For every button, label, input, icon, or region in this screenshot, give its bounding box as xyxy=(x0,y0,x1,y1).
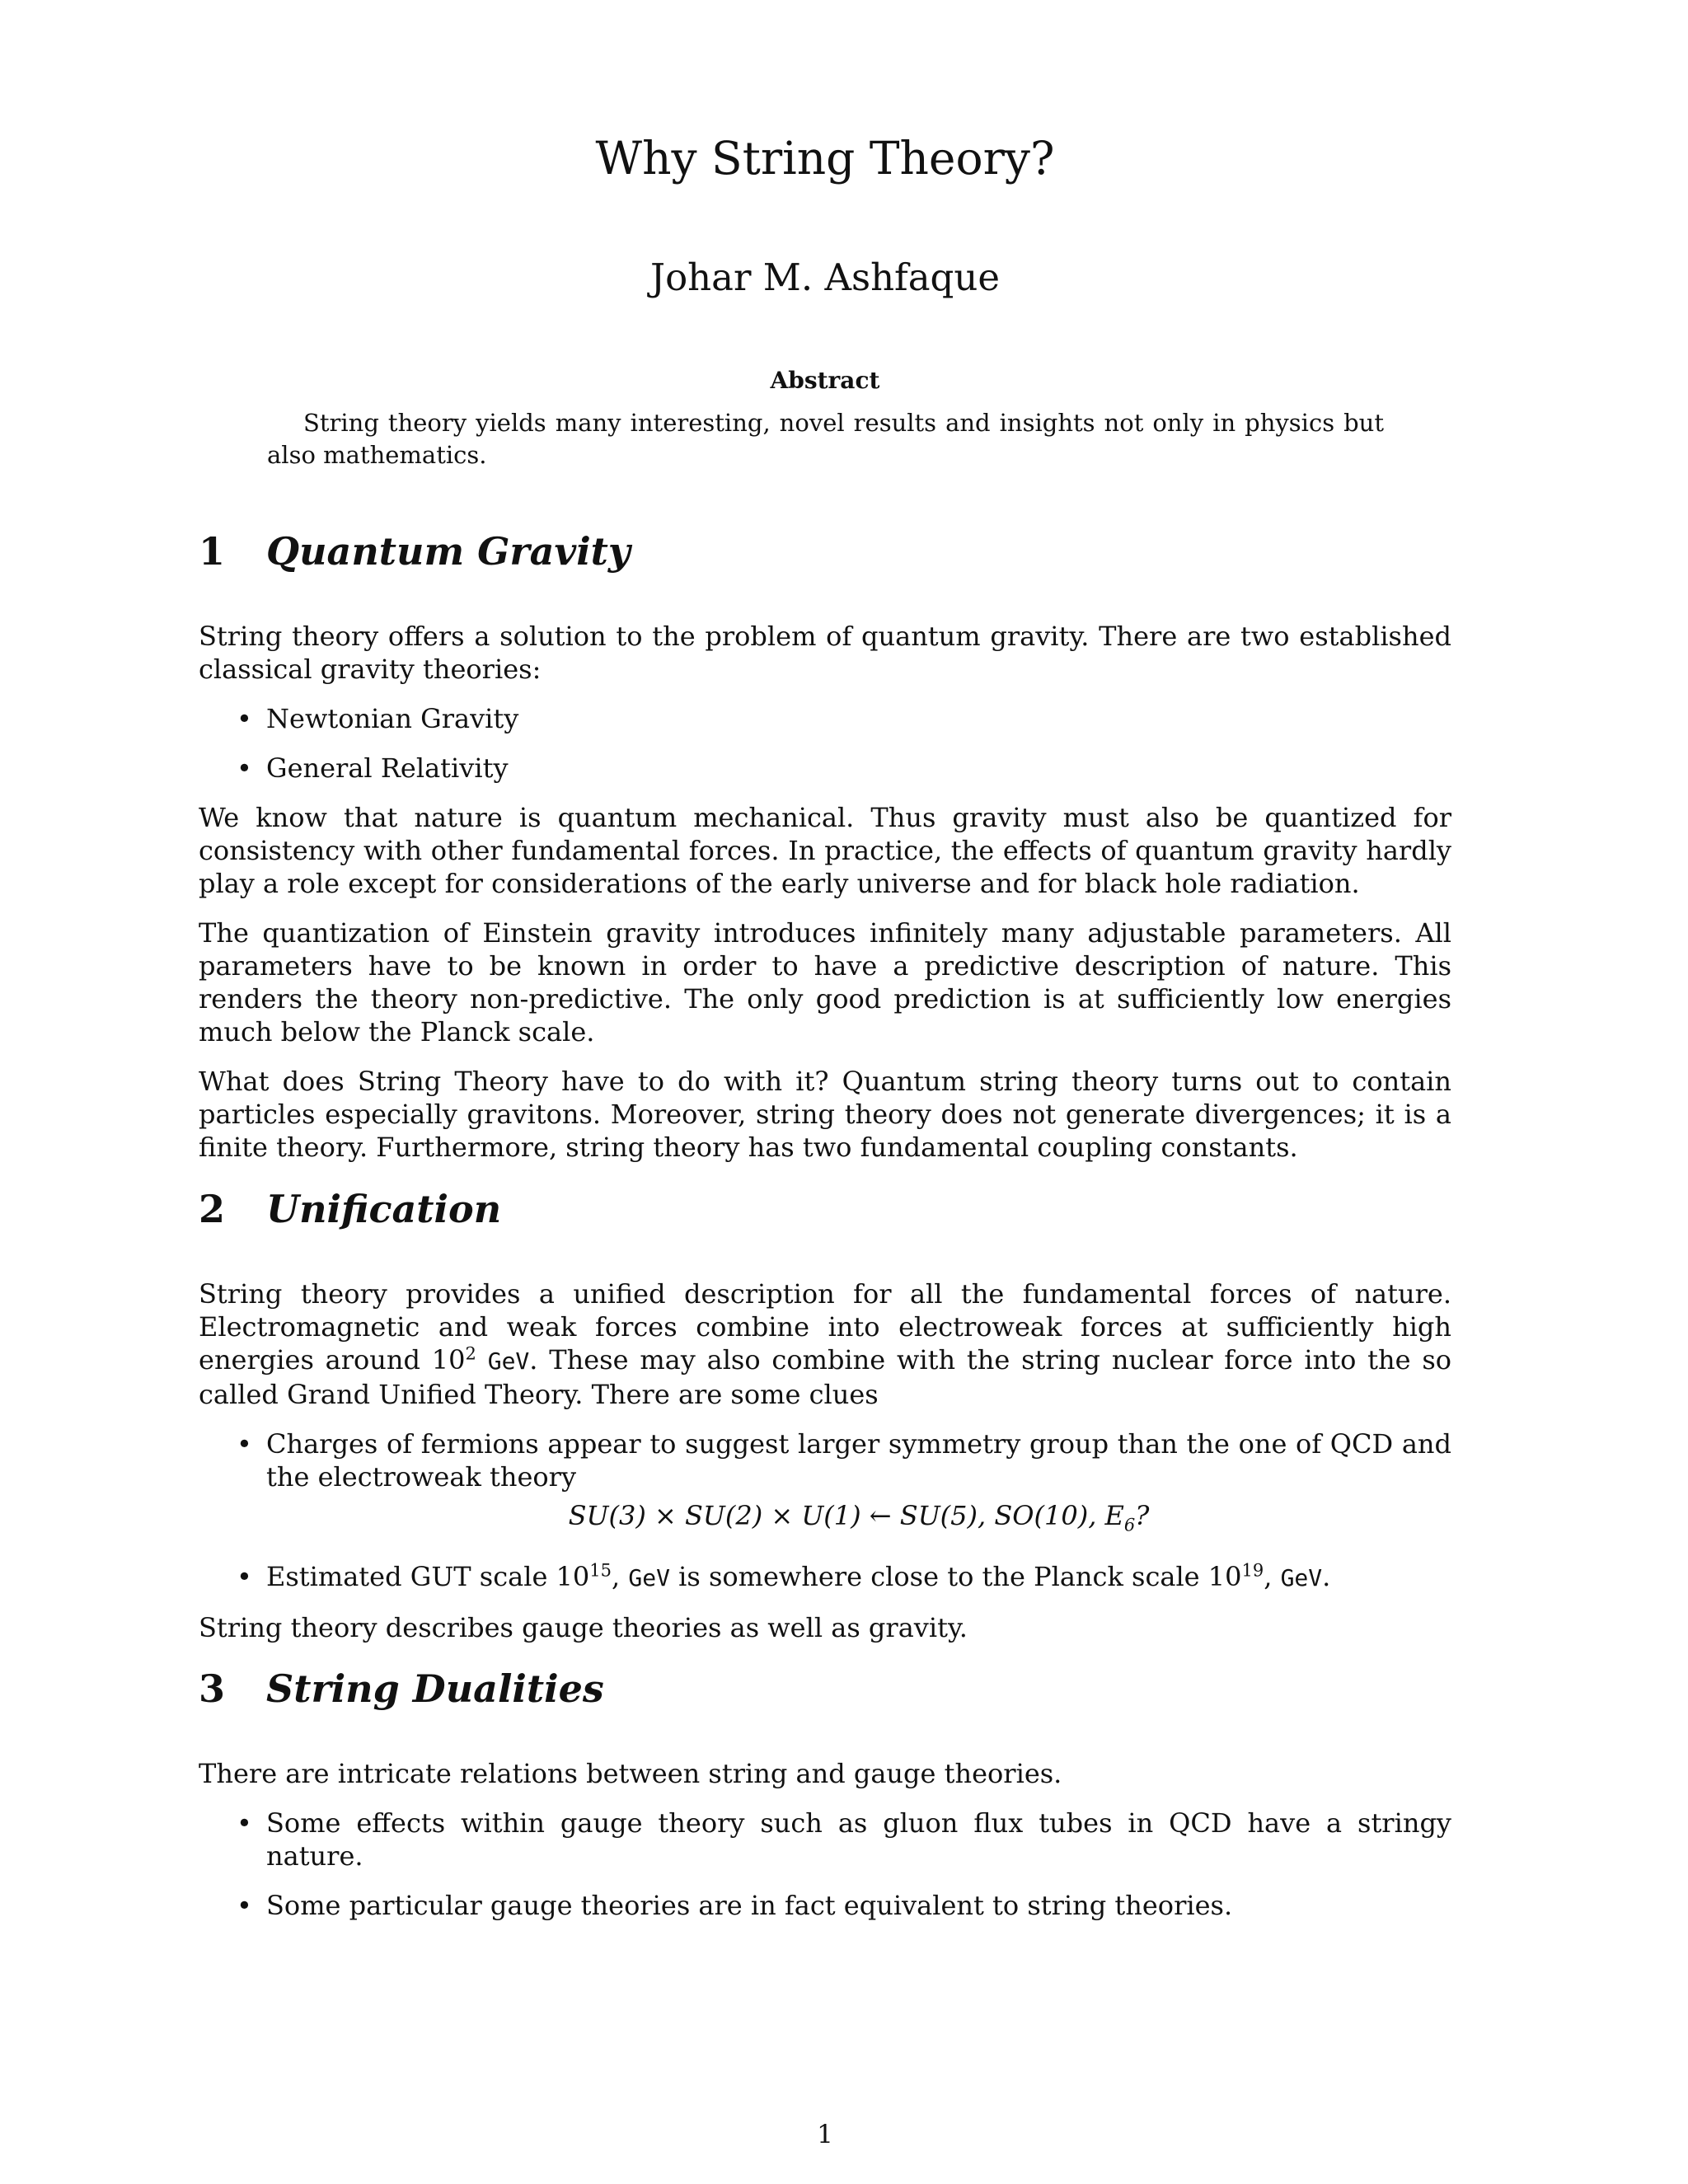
section-1-heading xyxy=(199,529,1451,574)
section-title: Unification xyxy=(266,1187,502,1231)
section-2-intro xyxy=(199,1277,1451,1411)
list-item-text: is somewhere close to the Planck scale 10 xyxy=(669,1561,1242,1593)
section-2-closing: String theory describes gauge theories as well as gravity. xyxy=(199,1612,968,1644)
section-number: 1 xyxy=(199,529,226,574)
section-title: Quantum Gravity xyxy=(266,529,631,574)
unit-gev: GeV xyxy=(487,1347,530,1375)
section-3-list xyxy=(199,1807,1451,1922)
section-1-paragraph: The quantization of Einstein gravity introduces infinitely many adjustable parameters. All parameters have to be known in order to have a predictive description of nature. This renders the theory non-predictive. The only good prediction is at sufficiently low energies much below the Planck scale. xyxy=(199,917,1451,1047)
section-1-paragraph: What does String Theory have to do with it? Quantum string theory turns out to contain particles especially gravitons. Moreover, string theory does not generate divergences; it is a finite theory. Furthermore, string theory has two fundamental coupling constants. xyxy=(199,1066,1451,1163)
equation-end: ? xyxy=(1135,1500,1150,1531)
abstract-text: String theory yields many interesting, novel results and insights not only in physics but also mathematics. xyxy=(267,409,1384,469)
section-number: 3 xyxy=(199,1666,226,1711)
intro-text: . These may also combine with the string nuclear force into the so called Grand Unified Theory. There are some clues xyxy=(199,1344,1452,1410)
section-title: String Dualities xyxy=(266,1666,604,1711)
section-2-heading xyxy=(199,1187,1451,1231)
exponent: 2 xyxy=(465,1343,476,1364)
section-3-body xyxy=(199,1757,1451,1938)
paper-title: Why String Theory? xyxy=(595,132,1055,185)
section-2-list xyxy=(199,1427,1451,1595)
separator: , xyxy=(612,1561,629,1593)
subscript: 6 xyxy=(1123,1515,1136,1535)
list-item: • General Relativity xyxy=(266,752,1451,785)
page-number: 1 xyxy=(817,2120,833,2149)
list-item xyxy=(266,1427,1451,1544)
section-1-body xyxy=(199,620,1451,1180)
list-item-text: Charges of fermions appear to suggest larger symmetry group than the one of QCD and the electroweak theory xyxy=(266,1428,1451,1493)
list-item: • Some effects within gauge theory such as gluon flux tubes in QCD have a stringy nature. xyxy=(266,1807,1451,1872)
section-1-list xyxy=(199,702,1451,785)
list-item xyxy=(266,1560,1451,1595)
section-3-heading xyxy=(199,1666,1451,1711)
intro-text: String theory provides a unified description for all the fundamental forces of nature. Electromagnetic and weak forces combine into electroweak forces at sufficiently high energies around 10 xyxy=(199,1278,1451,1376)
section-number: 2 xyxy=(199,1187,226,1231)
section-1-intro: String theory offers a solution to the problem of quantum gravity. There are two established classical gravity theories: xyxy=(199,621,1451,685)
list-item: • Some particular gauge theories are in fact equivalent to string theories. xyxy=(266,1889,1451,1922)
abstract-heading: Abstract xyxy=(770,367,880,394)
equation-text: SU(3) × SU(2) × U(1) ← SU(5), SO(10), E xyxy=(568,1500,1124,1531)
list-item-text: Estimated GUT scale 10 xyxy=(266,1561,590,1593)
list-item: • Newtonian Gravity xyxy=(266,702,1451,735)
section-2-body xyxy=(199,1277,1451,1661)
exponent: 19 xyxy=(1241,1560,1264,1581)
exponent: 15 xyxy=(589,1560,612,1581)
section-3-intro: There are intricate relations between string and gauge theories. xyxy=(199,1758,1062,1789)
author-name: Johar M. Ashfaque xyxy=(650,255,1000,299)
unit-gev: GeV xyxy=(1280,1564,1323,1592)
section-1-paragraph: We know that nature is quantum mechanical. Thus gravity must also be quantized for consistency with other fundamental forces. In practice, the effects of quantum gravity hardly play a role except for considerations of the early universe and for black hole radiation. xyxy=(199,802,1451,899)
separator: , xyxy=(1264,1561,1281,1593)
symmetry-equation xyxy=(266,1497,1451,1544)
period: . xyxy=(1322,1561,1331,1593)
unit-gev: GeV xyxy=(628,1564,670,1592)
